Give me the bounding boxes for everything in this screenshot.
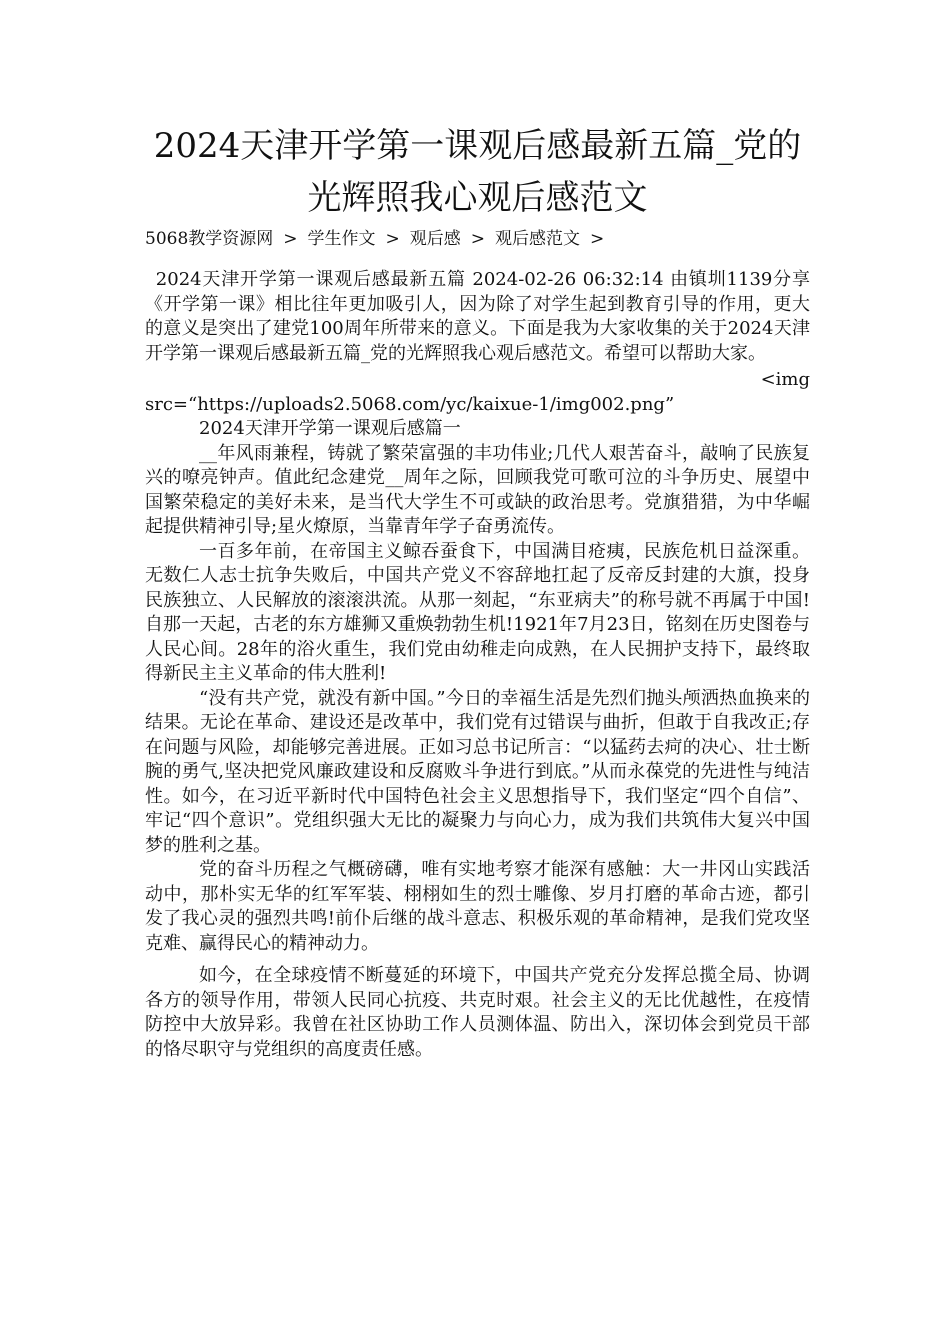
intro-paragraph: 2024天津开学第一课观后感最新五篇 2024-02-26 06:32:14 由镇圳1139分享《开学第一课》相比往年更加吸引人，因为除了对学生起到教育引导的作用，更大的意义是突出了建党100周年所带来的意义。下面是我为大家收集的关于2024天津开学第一课观后感最新五篇_党的光辉照我心观后感范文。希望可以帮助大家。: [145, 269, 810, 364]
document-page: [145, 120, 810, 1062]
body-paragraph: 如今，在全球疫情不断蔓延的环境下，中国共产党充分发挥总揽全局、协调各方的领导作用，带领人民同心抗疫、共克时艰。社会主义的无比优越性，在疫情防控中大放异彩。我曾在社区协助工作人员测体温、防出入，深切体会到党员干部的恪尽职守与党组织的高度责任感。: [145, 965, 810, 1060]
body-paragraph: 党的奋斗历程之气概磅礴，唯有实地考察才能深有感触：大一井冈山实践活动中，那朴实无华的红军军装、栩栩如生的烈士雕像、岁月打磨的革命古迹，都引发了我心灵的强烈共鸣!前仆后继的战斗意志、积极乐观的革命精神，是我们党攻坚克难、赢得民心的精神动力。: [145, 859, 810, 954]
chevron-right-icon: >: [470, 229, 486, 249]
article-body: [145, 268, 810, 1062]
page-title: [145, 120, 810, 224]
breadcrumb-item-site[interactable]: 5068教学资源网: [145, 229, 274, 249]
body-paragraph: __年风雨兼程，铸就了繁荣富强的丰功伟业;几代人艰苦奋斗，敲响了民族复兴的嘹亮钟声。值此纪念建党__周年之际，回顾我党可歌可泣的斗争历史、展望中国繁荣稳定的美好未来，是当代大学生不可或缺的政治思考。党旗猎猎，为中华崛起提供精神引导;星火燎原，当靠青年学子奋勇流传。: [145, 442, 810, 537]
title-line-1: 2024天津开学第一课观后感最新五篇_党的: [153, 126, 802, 166]
chevron-right-icon: >: [283, 229, 298, 249]
breadcrumb-item-student-essay[interactable]: 学生作文: [307, 229, 376, 249]
image-tag-text-src: src=“https://uploads2.5068.com/yc/kaixue-1/img002.png”: [145, 393, 675, 415]
body-paragraph: “没有共产党，就没有新中国。”今日的幸福生活是先烈们抛头颅洒热血换来的结果。无论在革命、建设还是改革中，我们党有过错误与曲折，但敢于自我改正;存在问题与风险，却能够完善进展。正如习总书记所言：“以猛药去疴的决心、壮士断腕的勇气,坚决把党风廉政建设和反腐败斗争进行到底。”从而永葆党的先进性与纯洁性。如今，在习近平新时代中国特色社会主义思想指导下，我们坚定“四个自信”、牢记“四个意识”。党组织强大无比的凝聚力与向心力，成为我们共筑伟大复兴中国梦的胜利之基。: [145, 687, 810, 856]
chevron-right-icon: >: [590, 229, 605, 249]
breadcrumb-item-review-samples[interactable]: 观后感范文: [495, 229, 581, 249]
body-paragraph: 一百多年前，在帝国主义鲸吞蚕食下，中国满目疮痍，民族危机日益深重。无数仁人志士抗争失败后，中国共产党义不容辞地扛起了反帝反封建的大旗，投身民族独立、人民解放的滚滚洪流。从那一刻起，“东亚病夫”的称号就不再属于中国!自那一天起，古老的东方雄狮又重焕勃勃生机!1921年7月23日，铭刻在历史图卷与人民心间。28年的浴火重生，我们党由幼稚走向成熟，在人民拥护支持下，最终取得新民主主义革命的伟大胜利!: [145, 540, 810, 684]
image-tag-text-start: <img: [760, 369, 810, 390]
breadcrumb: [145, 226, 810, 252]
chevron-right-icon: >: [385, 229, 400, 249]
breadcrumb-item-reviews[interactable]: 观后感: [409, 229, 461, 249]
section-heading: 2024天津开学第一课观后感篇一: [199, 418, 461, 439]
title-line-2: 光辉照我心观后感范文: [307, 178, 648, 218]
